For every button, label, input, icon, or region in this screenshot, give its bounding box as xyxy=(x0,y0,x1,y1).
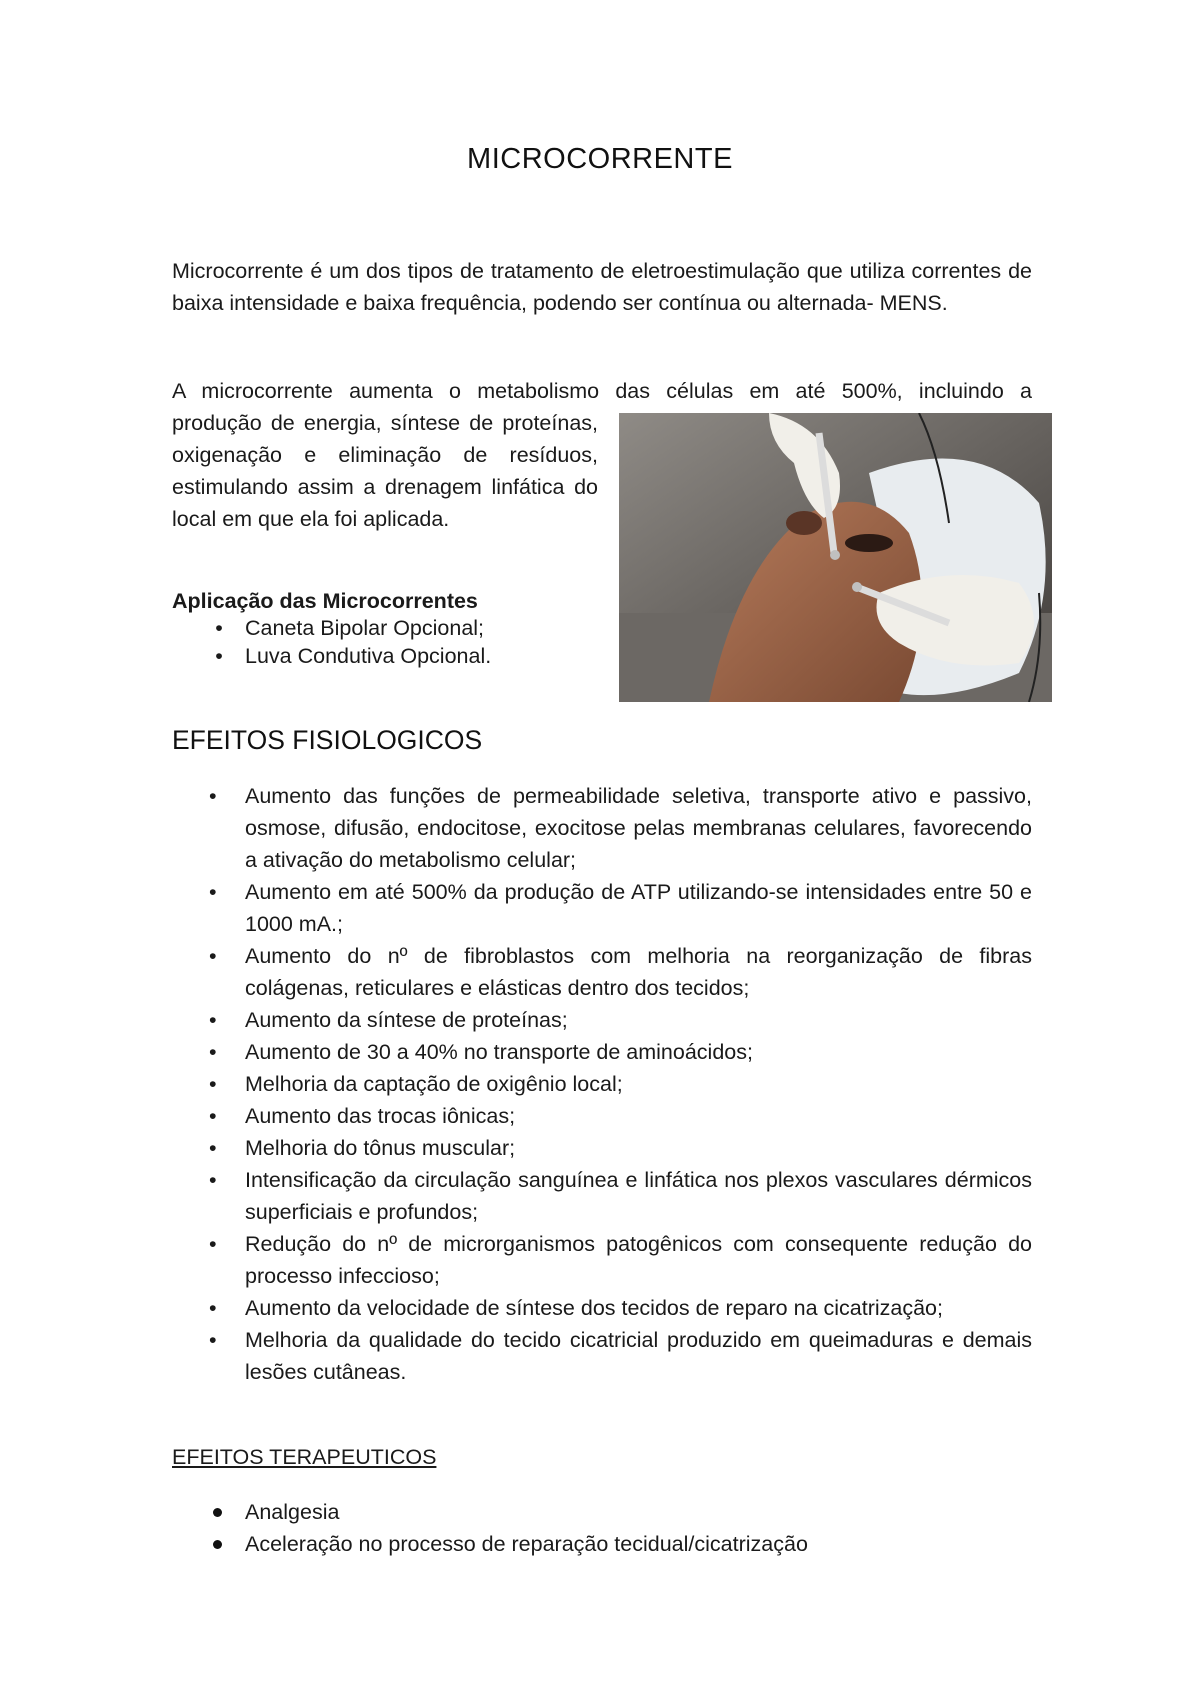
list-item xyxy=(215,642,645,670)
list-item xyxy=(209,1164,1032,1228)
bullet-icon: • xyxy=(209,944,217,968)
list-item-text: Aumento do nº de fibroblastos com melhoria na reorganização de fibras colágenas, reticulares e elásticas dentro dos tecidos; xyxy=(245,944,1032,1000)
list-item-text: Redução do nº de microrganismos patogênicos com consequente redução do processo infeccioso; xyxy=(245,1232,1032,1288)
bullet-icon: • xyxy=(209,784,217,808)
list-item-text: Aumento da velocidade de síntese dos tecidos de reparo na cicatrização; xyxy=(245,1296,943,1320)
list-item xyxy=(209,1228,1032,1292)
physiological-effects-list xyxy=(209,780,1032,1388)
list-item xyxy=(245,1496,1032,1528)
bullet-icon: • xyxy=(209,1104,217,1128)
list-item-text: Caneta Bipolar Opcional; xyxy=(245,616,485,640)
list-item xyxy=(215,614,645,642)
list-item-text: Aumento das funções de permeabilidade seletiva, transporte ativo e passivo, osmose, difusão, endocitose, exocitose pelas membranas celulares, favorecendo a ativação do metabolismo celular; xyxy=(245,784,1032,872)
list-item xyxy=(209,940,1032,1004)
microcurrent-treatment-photo xyxy=(619,413,1052,702)
list-item-text: Intensificação da circulação sanguínea e linfática nos plexos vasculares dérmicos superficiais e profundos; xyxy=(245,1168,1032,1224)
therapeutic-effects-list xyxy=(245,1496,1032,1560)
bullet-icon: • xyxy=(209,1296,217,1320)
therapeutic-effects-heading: EFEITOS TERAPEUTICOS xyxy=(172,1445,437,1469)
list-item-text: Melhoria da captação de oxigênio local; xyxy=(245,1072,623,1096)
bullet-icon: • xyxy=(209,1008,217,1032)
list-item xyxy=(209,780,1032,876)
list-item-text: Aumento de 30 a 40% no transporte de aminoácidos; xyxy=(245,1040,753,1064)
list-item xyxy=(209,1004,1032,1036)
metabolism-paragraph-first-line: A microcorrente aumenta o metabolismo das células em até 500%, incluindo a xyxy=(172,379,1032,403)
list-item-text: Aceleração no processo de reparação tecidual/cicatrização xyxy=(245,1532,808,1556)
list-item-text: Melhoria do tônus muscular; xyxy=(245,1136,516,1160)
bullet-icon: • xyxy=(209,1136,217,1160)
physiological-effects-heading: EFEITOS FISIOLOGICOS xyxy=(172,725,483,755)
application-list xyxy=(215,614,645,670)
intro-paragraph: Microcorrente é um dos tipos de tratamento de eletroestimulação que utiliza correntes de baixa intensidade e baixa frequência, podendo ser contínua ou alternada- MENS. xyxy=(172,259,1032,315)
list-item-text: Aumento em até 500% da produção de ATP utilizando-se intensidades entre 50 e 1000 mA.; xyxy=(245,880,1032,936)
list-item xyxy=(245,1528,1032,1560)
bullet-icon: • xyxy=(209,1040,217,1064)
list-item xyxy=(209,1068,1032,1100)
list-item-text: Aumento da síntese de proteínas; xyxy=(245,1008,568,1032)
list-item xyxy=(209,1324,1032,1388)
page-title: MICROCORRENTE xyxy=(467,143,733,175)
bullet-icon: • xyxy=(215,644,223,668)
list-item xyxy=(209,1292,1032,1324)
list-item-text: Luva Condutiva Opcional. xyxy=(245,644,492,668)
list-item xyxy=(209,1100,1032,1132)
bullet-icon xyxy=(213,1540,222,1549)
bullet-icon: • xyxy=(209,1328,217,1352)
list-item-text: Analgesia xyxy=(245,1500,340,1524)
bullet-icon: • xyxy=(215,616,223,640)
list-item xyxy=(209,1036,1032,1068)
application-heading: Aplicação das Microcorrentes xyxy=(172,589,478,613)
bullet-icon: • xyxy=(209,880,217,904)
list-item-text: Aumento das trocas iônicas; xyxy=(245,1104,516,1128)
bullet-icon xyxy=(213,1508,222,1517)
metabolism-paragraph-continuation: produção de energia, síntese de proteínas, oxigenação e eliminação de resíduos, estimulando assim a drenagem linfática do local em que ela foi aplicada. xyxy=(172,411,598,531)
bullet-icon: • xyxy=(209,1168,217,1192)
bullet-icon: • xyxy=(209,1072,217,1096)
list-item xyxy=(209,876,1032,940)
list-item xyxy=(209,1132,1032,1164)
bullet-icon: • xyxy=(209,1232,217,1256)
list-item-text: Melhoria da qualidade do tecido cicatricial produzido em queimaduras e demais lesões cutâneas. xyxy=(245,1328,1032,1384)
